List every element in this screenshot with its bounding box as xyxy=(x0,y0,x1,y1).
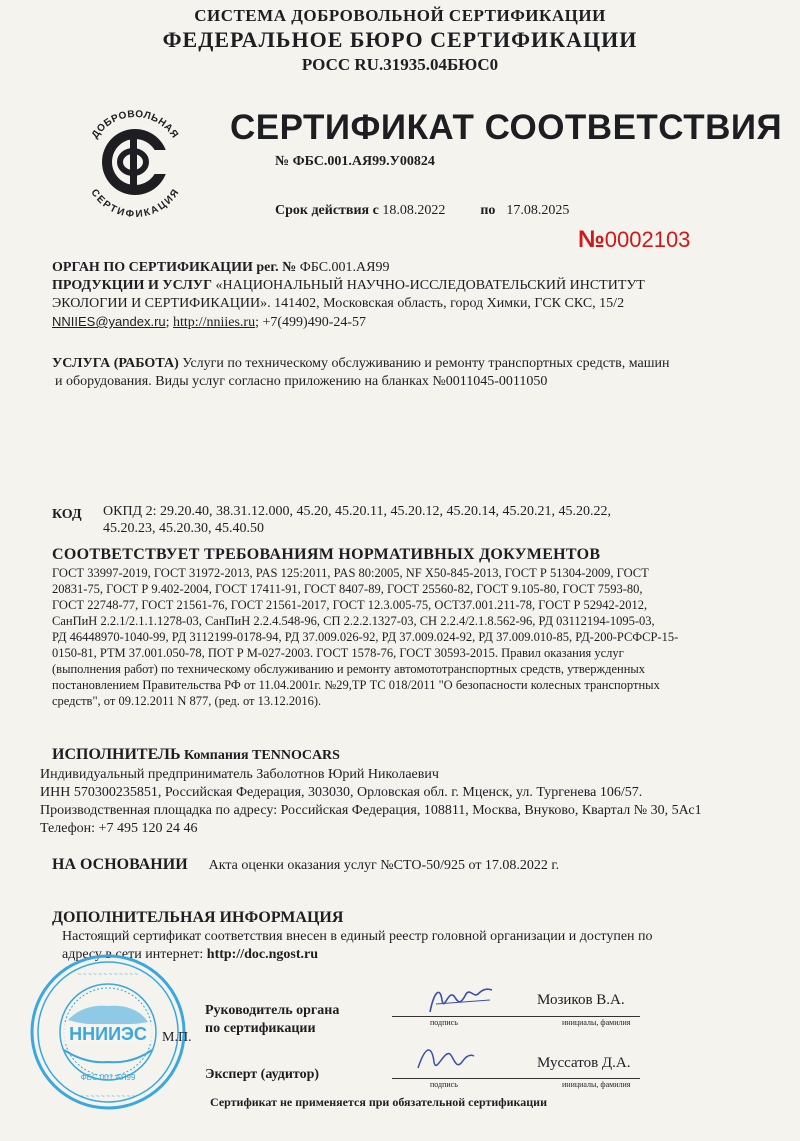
service-text-1: Услуги по техническому обслуживанию и ремонту транспортных средств, машин xyxy=(182,356,670,371)
requirements-line: ГОСТ 33997-2019, ГОСТ 31972-2013, PAS 125:2011, PAS 80:2005, NF X50-845-2013, ГОСТ Р 51304-2009, ГОСТ xyxy=(52,566,649,580)
blank-serial-number xyxy=(578,226,690,254)
certificate-title: СЕРТИФИКАТ СООТВЕТСТВИЯ xyxy=(230,108,783,147)
svg-text:~ ~ ~ ~ ~ ~ ~ ~ ~ ~ ~ ~: ~ ~ ~ ~ ~ ~ ~ ~ ~ ~ ~ ~ xyxy=(77,972,139,978)
valid-to: 17.08.2025 xyxy=(506,203,570,218)
expert-sign-line xyxy=(392,1078,507,1079)
organ-line-1 xyxy=(52,259,390,276)
stamp-center-text: ННИИЭС xyxy=(69,1024,147,1044)
expert-sign-caption: подпись xyxy=(430,1080,458,1089)
head-name-line xyxy=(505,1016,640,1017)
requirements-line: постановлением Правительства РФ от 11.04.2001г. №29,ТР ТС 018/2011 "О безопасности колесных транспортных xyxy=(52,678,660,692)
stamp-mp: М.П. xyxy=(162,1030,192,1045)
requirements-line: 0150-81, РТМ 37.001.050-78, ПОТ Р М-027-2003. ГОСТ 1578-76, ГОСТ 30593-2015. Правил оказания услуг xyxy=(52,646,624,660)
code-line-1: ОКПД 2: 29.20.40, 38.31.12.000, 45.20, 45.20.11, 45.20.12, 45.20.14, 45.20.21, 45.20.22, xyxy=(103,504,611,519)
head-sign-line xyxy=(392,1016,507,1017)
svg-text:~ ~ ~ ~ ~ ~ ~ ~ ~ ~ ~: ~ ~ ~ ~ ~ ~ ~ ~ ~ ~ ~ xyxy=(80,1094,136,1100)
additional-heading: ДОПОЛНИТЕЛЬНАЯ ИНФОРМАЦИЯ xyxy=(52,909,344,926)
organ-site-link[interactable]: http://nniies.ru xyxy=(173,315,256,330)
header-bureau: ФЕДЕРАЛЬНОЕ БЮРО СЕРТИФИКАЦИИ xyxy=(162,27,638,52)
validity-period xyxy=(275,202,569,219)
head-name: Мозиков В.А. xyxy=(537,992,625,1008)
requirements-line: (выполнения работ) по техническому обслуживанию и ремонту автомототранспортных средств, утвержденных xyxy=(52,662,646,676)
executor-header xyxy=(52,746,340,764)
head-label-line-2: по сертификации xyxy=(205,1021,316,1036)
organ-reg-number: ФБС.001.АЯ99 xyxy=(299,260,390,275)
stamp-reg-text: ФБС.001.АЯ99 xyxy=(80,1073,136,1082)
requirements-line: 20831-75, ГОСТ Р 9.402-2004, ГОСТ 17411-91, ГОСТ 8407-89, ГОСТ 25560-82, ГОСТ 9.105-80, ГОСТ 7593-80, xyxy=(52,582,643,596)
organ-label: ОРГАН ПО СЕРТИФИКАЦИИ xyxy=(52,260,253,275)
executor-line: ИНН 570300235851, Российская Федерация, 303030, Орловская обл. г. Мценск, ул. Тургенева 106/57. xyxy=(40,785,643,800)
service-text-2: и оборудования. Виды услуг согласно приложению на бланках №0011045-0011050 xyxy=(55,374,548,389)
basis-line xyxy=(52,856,559,874)
service-label: УСЛУГА (РАБОТА) xyxy=(52,356,179,371)
organ-phone: ; +7(499)490-24-57 xyxy=(255,315,367,330)
head-sign-caption: подпись xyxy=(430,1018,458,1027)
requirements-heading: СООТВЕТСТВУЕТ ТРЕБОВАНИЯМ НОРМАТИВНЫХ ДОКУМЕНТОВ xyxy=(52,546,601,563)
certificate-number: № ФБС.001.АЯ99.У00824 xyxy=(275,154,435,169)
organ-name-2: ЭКОЛОГИИ И СЕРТИФИКАЦИИ». 141402, Московская область, город Химки, ГСК СКС, 15/2 xyxy=(52,296,625,311)
expert-name: Муссатов Д.А. xyxy=(537,1055,631,1071)
logo-bottom-text: СЕРТИФИКАЦИЯ xyxy=(88,187,182,220)
basis-label: НА ОСНОВАНИИ xyxy=(52,856,188,873)
requirements-line: средств", от 09.12.2011 N 877, (ред. от 13.12.2016). xyxy=(52,694,322,708)
requirements-list xyxy=(52,565,772,709)
code-label: КОД xyxy=(52,507,82,522)
additional-prefix: адресу в сети интернет: xyxy=(62,947,204,962)
serial-prefix: № xyxy=(578,226,605,253)
valid-from: 18.08.2022 xyxy=(382,203,446,218)
executor-line: Телефон: +7 495 120 24 46 xyxy=(40,821,198,836)
organ-email-link[interactable]: NNIIES@yandex.ru xyxy=(52,314,166,329)
executor-line: Индивидуальный предприниматель Заболотнов Юрий Николаевич xyxy=(40,767,439,782)
voluntary-certification-logo xyxy=(80,100,190,220)
organ-line-2 xyxy=(52,277,645,294)
organ-label-2: ПРОДУКЦИИ И УСЛУГ xyxy=(52,278,212,293)
expert-label: Эксперт (аудитор) xyxy=(205,1067,320,1082)
expert-signature xyxy=(410,1040,480,1078)
organ-reg-label: рег. № xyxy=(256,260,297,275)
executor-company: Компания TENNOCARS xyxy=(184,748,340,763)
expert-name-line xyxy=(505,1078,640,1079)
organ-sep: ; xyxy=(165,315,170,330)
expert-name-caption: инициалы, фамилия xyxy=(562,1080,631,1089)
organ-name-1: «НАЦИОНАЛЬНЫЙ НАУЧНО-ИССЛЕДОВАТЕЛЬСКИЙ ИНСТИТУТ xyxy=(215,278,645,293)
registry-link[interactable]: http://doc.ngost.ru xyxy=(206,947,319,962)
head-name-caption: инициалы, фамилия xyxy=(562,1018,631,1027)
footer-note: Сертификат не применяется при обязательной сертификации xyxy=(210,1095,547,1109)
serial-value: 0002103 xyxy=(604,227,691,252)
to-label: по xyxy=(480,203,496,218)
executor-label: ИСПОЛНИТЕЛЬ xyxy=(52,746,181,763)
header-system: СИСТЕМА ДОБРОВОЛЬНОЙ СЕРТИФИКАЦИИ xyxy=(194,6,606,25)
basis-text: Акта оценки оказания услуг №СТО-50/925 от 17.08.2022 г. xyxy=(208,858,560,873)
requirements-line: СанПиН 2.2.1/2.1.1.1278-03, СанПиН 2.2.4.548-96, СП 2.2.2.1327-03, СН 2.2.4/2.1.8.562-96, РД 03112194-1095-03, xyxy=(52,614,655,628)
head-label xyxy=(205,1002,339,1038)
additional-line-1: Настоящий сертификат соответствия внесен в единый реестр головной организации и доступен по xyxy=(62,929,653,944)
organ-contacts xyxy=(52,313,366,331)
code-line-2: 45.20.23, 45.20.30, 45.40.50 xyxy=(103,521,264,536)
executor-line: Производственная площадка по адресу: Российская Федерация, 108811, Москва, Внуково, Квартал № 30, 5Ас1 xyxy=(40,803,702,818)
header-ross-number: РОСС RU.31935.04БЮС0 xyxy=(301,55,499,74)
validity-label: Срок действия с xyxy=(275,203,379,218)
service-line-1 xyxy=(52,355,670,372)
requirements-line: ГОСТ 22748-77, ГОСТ 21561-76, ГОСТ 21561-2017, ГОСТ 12.3.005-75, ОСТ37.001.211-78, ГОСТ Р 52942-2012, xyxy=(52,598,648,612)
head-label-line-1: Руководитель органа xyxy=(205,1003,340,1018)
requirements-line: РД 46448970-1040-99, РД 3112199-0178-94, РД 37.009.026-92, РД 37.009.024-92, РД 37.009.010-85, РД-200-РСФСР-15- xyxy=(52,630,679,644)
executor-details xyxy=(40,766,702,838)
logo-top-text: ДОБРОВОЛЬНАЯ xyxy=(89,108,181,141)
